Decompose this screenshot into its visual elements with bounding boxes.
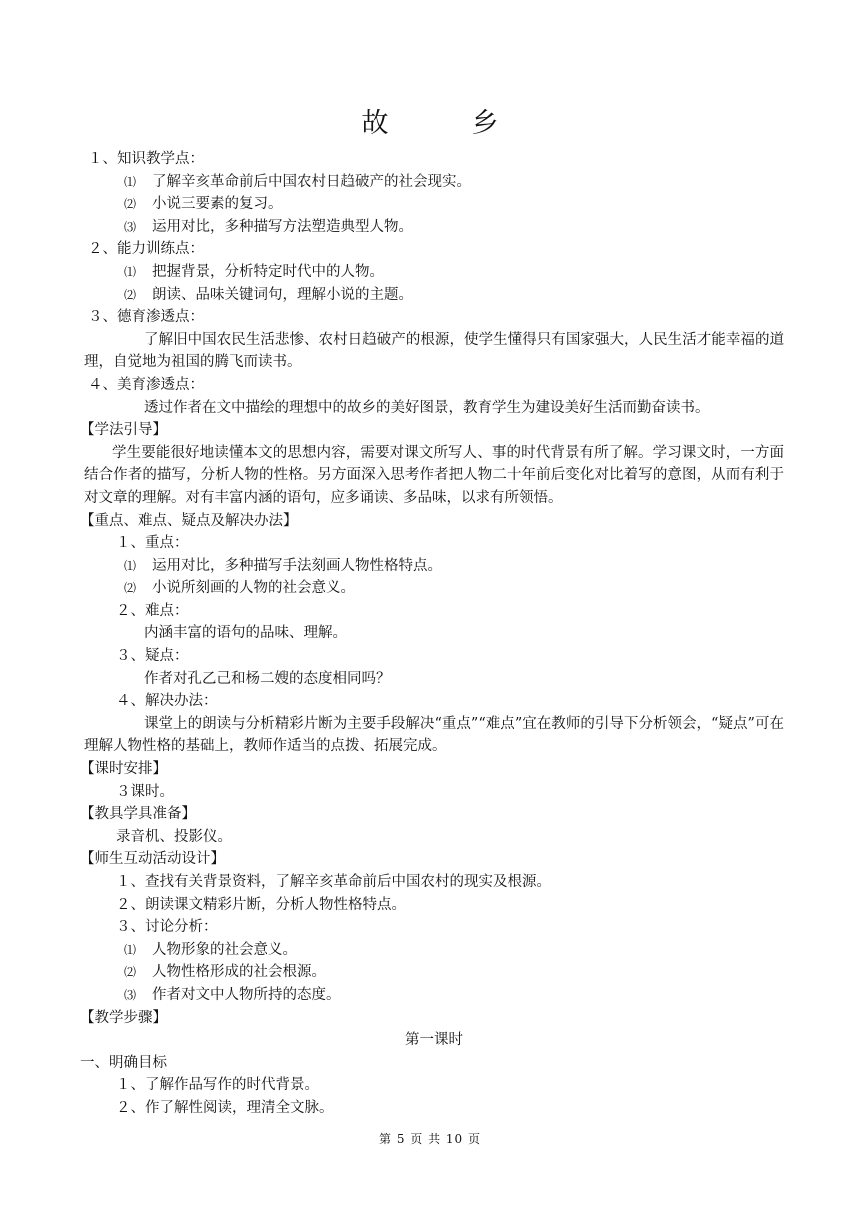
- item-text: 作者对文中人物所持的态度。: [152, 986, 341, 1003]
- section-heading-moral: ３、德育渗透点：: [88, 309, 204, 326]
- item-text: 运用对比，多种描写手法刻画人物性格特点。: [152, 557, 442, 574]
- section-heading-interaction: 【师生互动活动设计】: [80, 851, 225, 868]
- list-item: １、查找有关背景资料，了解辛亥革命前后中国农村的现实及根源。: [116, 874, 551, 890]
- paragraph-moral: 了解旧中国农民生活悲惨、农村日趋破产的根源，使学生懂得只有国家强大，人民生活才能幸福的道理，自觉地为祖国的腾飞而读书。: [84, 331, 784, 371]
- list-item: [84, 555, 784, 578]
- item-text: 人物性格形成的社会根源。: [152, 964, 326, 981]
- page-footer: 第 5 页 共 10 页: [379, 1132, 481, 1146]
- item-text: 小说三要素的复习。: [152, 196, 283, 213]
- list-item: [84, 193, 784, 216]
- item-number: ⑶: [124, 219, 137, 234]
- section-heading-key-points: 【重点、难点、疑点及解决办法】: [80, 512, 298, 529]
- item-text: 了解辛亥革命前后中国农村日趋破产的社会现实。: [152, 173, 471, 190]
- item-number: ⑴: [124, 264, 137, 279]
- item-number: ⑴: [124, 558, 137, 573]
- subheading-solution: ４、解决办法：: [116, 693, 218, 710]
- item-text: 小说所刻画的人物的社会意义。: [152, 580, 355, 597]
- item-number: ⑵: [124, 287, 137, 302]
- list-item: [84, 984, 784, 1007]
- subheading-key: １、重点：: [116, 535, 189, 552]
- item-text: 人物形象的社会意义。: [152, 941, 297, 958]
- section-heading-knowledge: １、知识教学点：: [88, 151, 204, 167]
- item-number: ⑵: [124, 581, 137, 596]
- item-number: ⑴: [124, 942, 137, 957]
- subheading-doubt: ３、疑点：: [116, 648, 189, 665]
- item-number: ⑴: [124, 174, 137, 189]
- section-heading-study-guide: 【学法引导】: [80, 422, 167, 439]
- text-doubt: 作者对孔乙己和杨二嫂的态度相同吗？: [144, 670, 391, 687]
- list-item: [84, 961, 784, 984]
- list-item: [84, 171, 784, 194]
- lesson-title: 第一课时: [405, 1032, 463, 1049]
- section-heading-schedule: 【课时安排】: [80, 761, 167, 778]
- section-heading-goals: 一、明确目标: [80, 1054, 167, 1071]
- section-heading-ability: ２、能力训练点：: [88, 241, 204, 258]
- subheading-difficult: ２、难点：: [116, 602, 189, 619]
- section-heading-tools: 【教具学具准备】: [80, 806, 196, 823]
- item-number: ⑵: [124, 965, 137, 980]
- paragraph-aesthetic: 透过作者在文中描绘的理想中的故乡的美好图景，教育学生为建设美好生活而勤奋读书。: [144, 399, 710, 416]
- page-title: 故 乡: [361, 108, 527, 139]
- list-item: １、了解作品写作的时代背景。: [116, 1077, 319, 1094]
- list-item: [84, 216, 784, 239]
- text-schedule: ３课时。: [116, 783, 174, 800]
- item-text: 朗读、品味关键词句，理解小说的主题。: [152, 286, 413, 303]
- item-text: 把握背景，分析特定时代中的人物。: [152, 263, 384, 280]
- section-heading-steps: 【教学步骤】: [80, 1009, 167, 1026]
- list-item: ３、讨论分析：: [116, 919, 218, 936]
- item-number: ⑶: [124, 987, 137, 1002]
- item-text: 运用对比，多种描写方法塑造典型人物。: [152, 218, 413, 235]
- list-item: [84, 261, 784, 284]
- paragraph-solution: 课堂上的朗读与分析精彩片断为主要手段解决“重点”“难点”宜在教师的引导下分析领会，“疑点”可在理解人物性格的基础上，教师作适当的点拨、拓展完成。: [84, 715, 784, 755]
- list-item: [84, 939, 784, 962]
- text-tools: 录音机、投影仪。: [116, 828, 232, 845]
- document-body: [80, 148, 784, 1120]
- list-item: ２、作了解性阅读，理清全文脉。: [116, 1099, 334, 1116]
- text-difficult: 内涵丰富的语句的品味、理解。: [144, 625, 347, 642]
- list-item: [84, 284, 784, 307]
- paragraph-study-guide: 学生要能很好地读懂本文的思想内容，需要对课文所写人、事的时代背景有所了解。学习课文时，一方面结合作者的描写，分析人物的性格。另方面深入思考作者把人物二十年前后变化对比着写的意图，从而有利于对文章的理解。对有丰富内涵的语句，应多诵读、多品味，以求有所领悟。: [84, 444, 784, 506]
- section-heading-aesthetic: ４、美育渗透点：: [88, 376, 204, 393]
- list-item: ２、朗读课文精彩片断，分析人物性格特点。: [116, 896, 406, 913]
- item-number: ⑵: [124, 197, 137, 212]
- list-item: [84, 577, 784, 600]
